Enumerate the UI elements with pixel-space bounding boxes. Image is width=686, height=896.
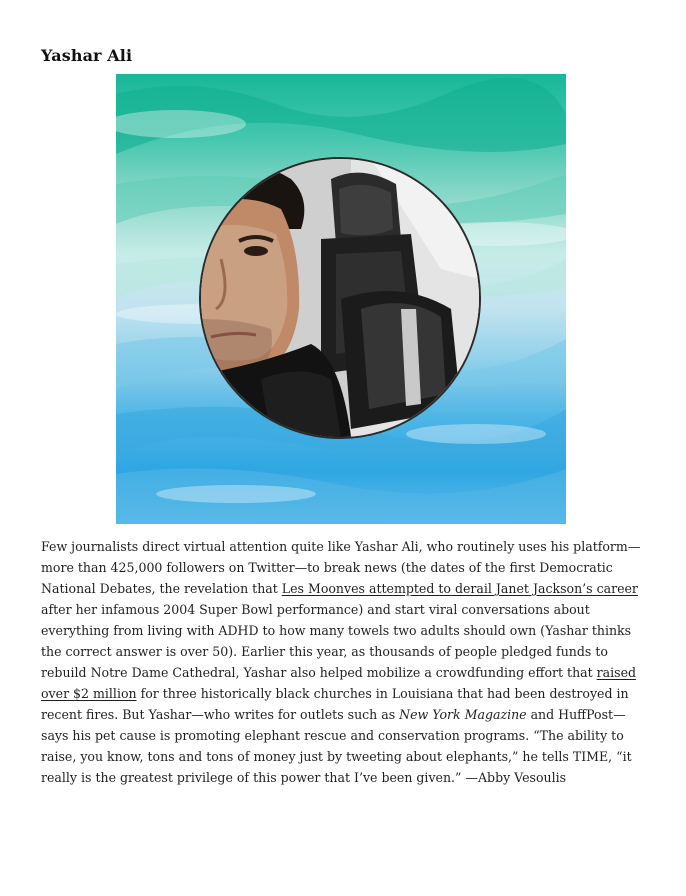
avatar	[199, 157, 481, 439]
article-text-4: and HuffPost—says his pet cause is promoting elephant rescue and conservation programs. “The ability to raise, you know, tons and tons of money just by tweeting about elephants,” he tells TIME, “it really is the greatest privilege of this power that I’ve been given.” —Abby Vesoulis	[41, 707, 632, 785]
moonves-link[interactable]: Les Moonves attempted to derail Janet Jackson’s career	[281, 581, 638, 596]
article-text-3: for three historically black churches in Louisiana that had been destroyed in recent fires. But Yashar—who writes for outlets such as	[41, 686, 629, 722]
publication-name: New York Magazine	[399, 707, 527, 722]
article-text-1: Few journalists direct virtual attention quite like Yashar Ali, who routinely uses his platform—more than 425,000 followers on Twitter—to break news (the dates of the first Democratic National Debates, the revelation that	[41, 539, 641, 596]
person-name: Yashar Ali	[41, 46, 133, 65]
article-body	[41, 536, 647, 788]
article-text-2: after her infamous 2004 Super Bowl performance) and start viral conversations about everything from living with ADHD to how many towels two adults should own (Yashar thinks the correct answer is over 50). Earlier this year, as thousands of people pledged funds to rebuild Notre Dame Cathedral, Yashar also helped mobilize a crowdfunding effort that	[41, 602, 632, 680]
crowdfunding-link[interactable]: raised over $2 million	[41, 665, 637, 701]
portrait-image	[116, 74, 566, 524]
portrait-photo	[201, 159, 479, 437]
